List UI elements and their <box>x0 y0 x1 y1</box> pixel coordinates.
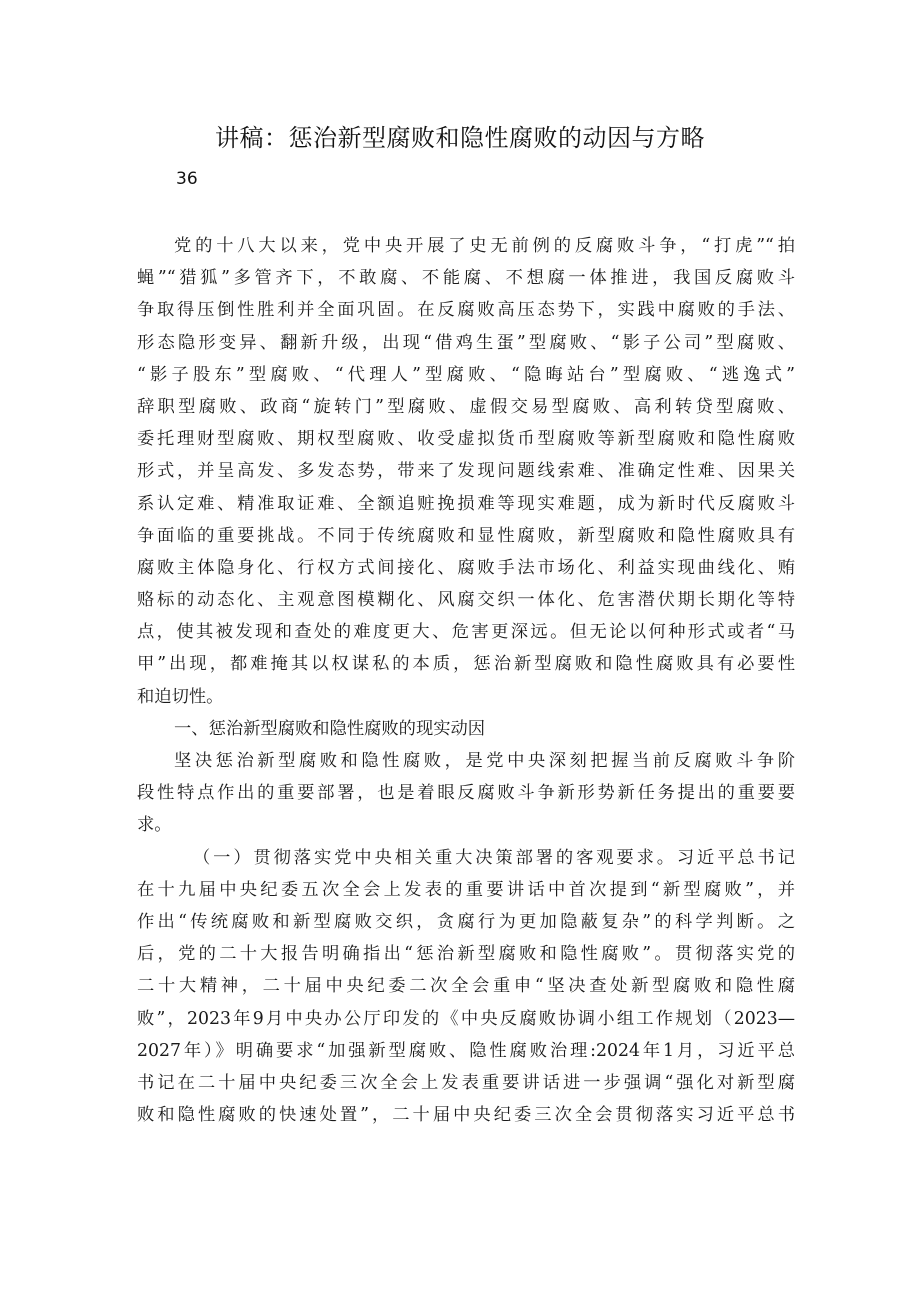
paragraph-line: “影子股东”型腐败、“代理人”型腐败、“隐晦站台”型腐败、“逃逸式” <box>137 364 795 385</box>
paragraph-line: 求。 <box>137 815 172 836</box>
paragraph-line: 蝇”“猎狐”多管齐下，不敢腐、不能腐、不想腐一体推进，我国反腐败斗 <box>137 268 795 289</box>
paragraph-line: 段性特点作出的重要部署，也是着眼反腐败斗争新形势新任务提出的重要要 <box>137 783 795 804</box>
page-number: 36 <box>176 169 198 189</box>
paragraph-line: 败和隐性腐败的快速处置”，二十届中央纪委三次全会贯彻落实习近平总书 <box>137 1105 795 1126</box>
paragraph-line: 辞职型腐败、政商“旋转门”型腐败、虚假交易型腐败、高利转贷型腐败、 <box>137 396 795 417</box>
paragraph-line: 后，党的二十大报告明确指出“惩治新型腐败和隐性腐败”。贯彻落实党的 <box>137 944 795 965</box>
paragraph-line: 和迫切性。 <box>137 686 224 707</box>
paragraph-line: 败”，2023年9月中央办公厅印发的《中央反腐败协调小组工作规划（2023— <box>137 1008 795 1029</box>
paragraph-line: 系认定难、精准取证难、全额追赃挽损难等现实难题，成为新时代反腐败斗 <box>137 493 795 514</box>
body-text <box>137 230 795 1131</box>
paragraph-line: 书记在二十届中央纪委三次全会上发表重要讲话进一步强调“强化对新型腐 <box>137 1072 795 1093</box>
paragraph-line: 形式，并呈高发、多发态势，带来了发现问题线索难、准确定性难、因果关 <box>137 461 795 482</box>
section-heading: 一、惩治新型腐败和隐性腐败的现实动因 <box>174 718 486 739</box>
paragraph-line: 争取得压倒性胜利并全面巩固。在反腐败高压态势下，实践中腐败的手法、 <box>137 300 795 321</box>
paragraph-line: 委托理财型腐败、期权型腐败、收受虚拟货币型腐败等新型腐败和隐性腐败 <box>137 429 795 450</box>
paragraph-line: 形态隐形变异、翻新升级，出现“借鸡生蛋”型腐败、“影子公司”型腐败、 <box>137 332 795 353</box>
paragraph-line: 二十大精神，二十届中央纪委二次全会重申“坚决查处新型腐败和隐性腐 <box>137 976 795 997</box>
paragraph-line: 争面临的重要挑战。不同于传统腐败和显性腐败，新型腐败和隐性腐败具有 <box>137 525 795 546</box>
paragraph-line: 在十九届中央纪委五次全会上发表的重要讲话中首次提到“新型腐败”，并 <box>137 879 795 900</box>
paragraph-line: 党的十八大以来，党中央开展了史无前例的反腐败斗争，“打虎”“拍 <box>174 236 795 256</box>
paragraph-line: 点，使其被发现和查处的难度更大、危害更深远。但无论以何种形式或者“马 <box>137 622 795 643</box>
paragraph-line: （一）贯彻落实党中央相关重大决策部署的客观要求。习近平总书记 <box>193 847 795 868</box>
paragraph-line: 甲”出现，都难掩其以权谋私的本质，惩治新型腐败和隐性腐败具有必要性 <box>137 654 795 675</box>
paragraph-line: 赂标的动态化、主观意图模糊化、风腐交织一体化、危害潜伏期长期化等特 <box>137 590 795 611</box>
paragraph-line: 作出“传统腐败和新型腐败交织，贪腐行为更加隐蔽复杂”的科学判断。之 <box>137 911 795 932</box>
paragraph-line: 坚决惩治新型腐败和隐性腐败，是党中央深刻把握当前反腐败斗争阶 <box>174 751 795 771</box>
document-title: 讲稿：惩治新型腐败和隐性腐败的动因与方略 <box>215 124 705 152</box>
paragraph-line: 腐败主体隐身化、行权方式间接化、腐败手法市场化、利益实现曲线化、贿 <box>137 557 795 578</box>
paragraph-line: 2027年）》明确要求“加强新型腐败、隐性腐败治理:2024年1月，习近平总 <box>137 1040 795 1061</box>
